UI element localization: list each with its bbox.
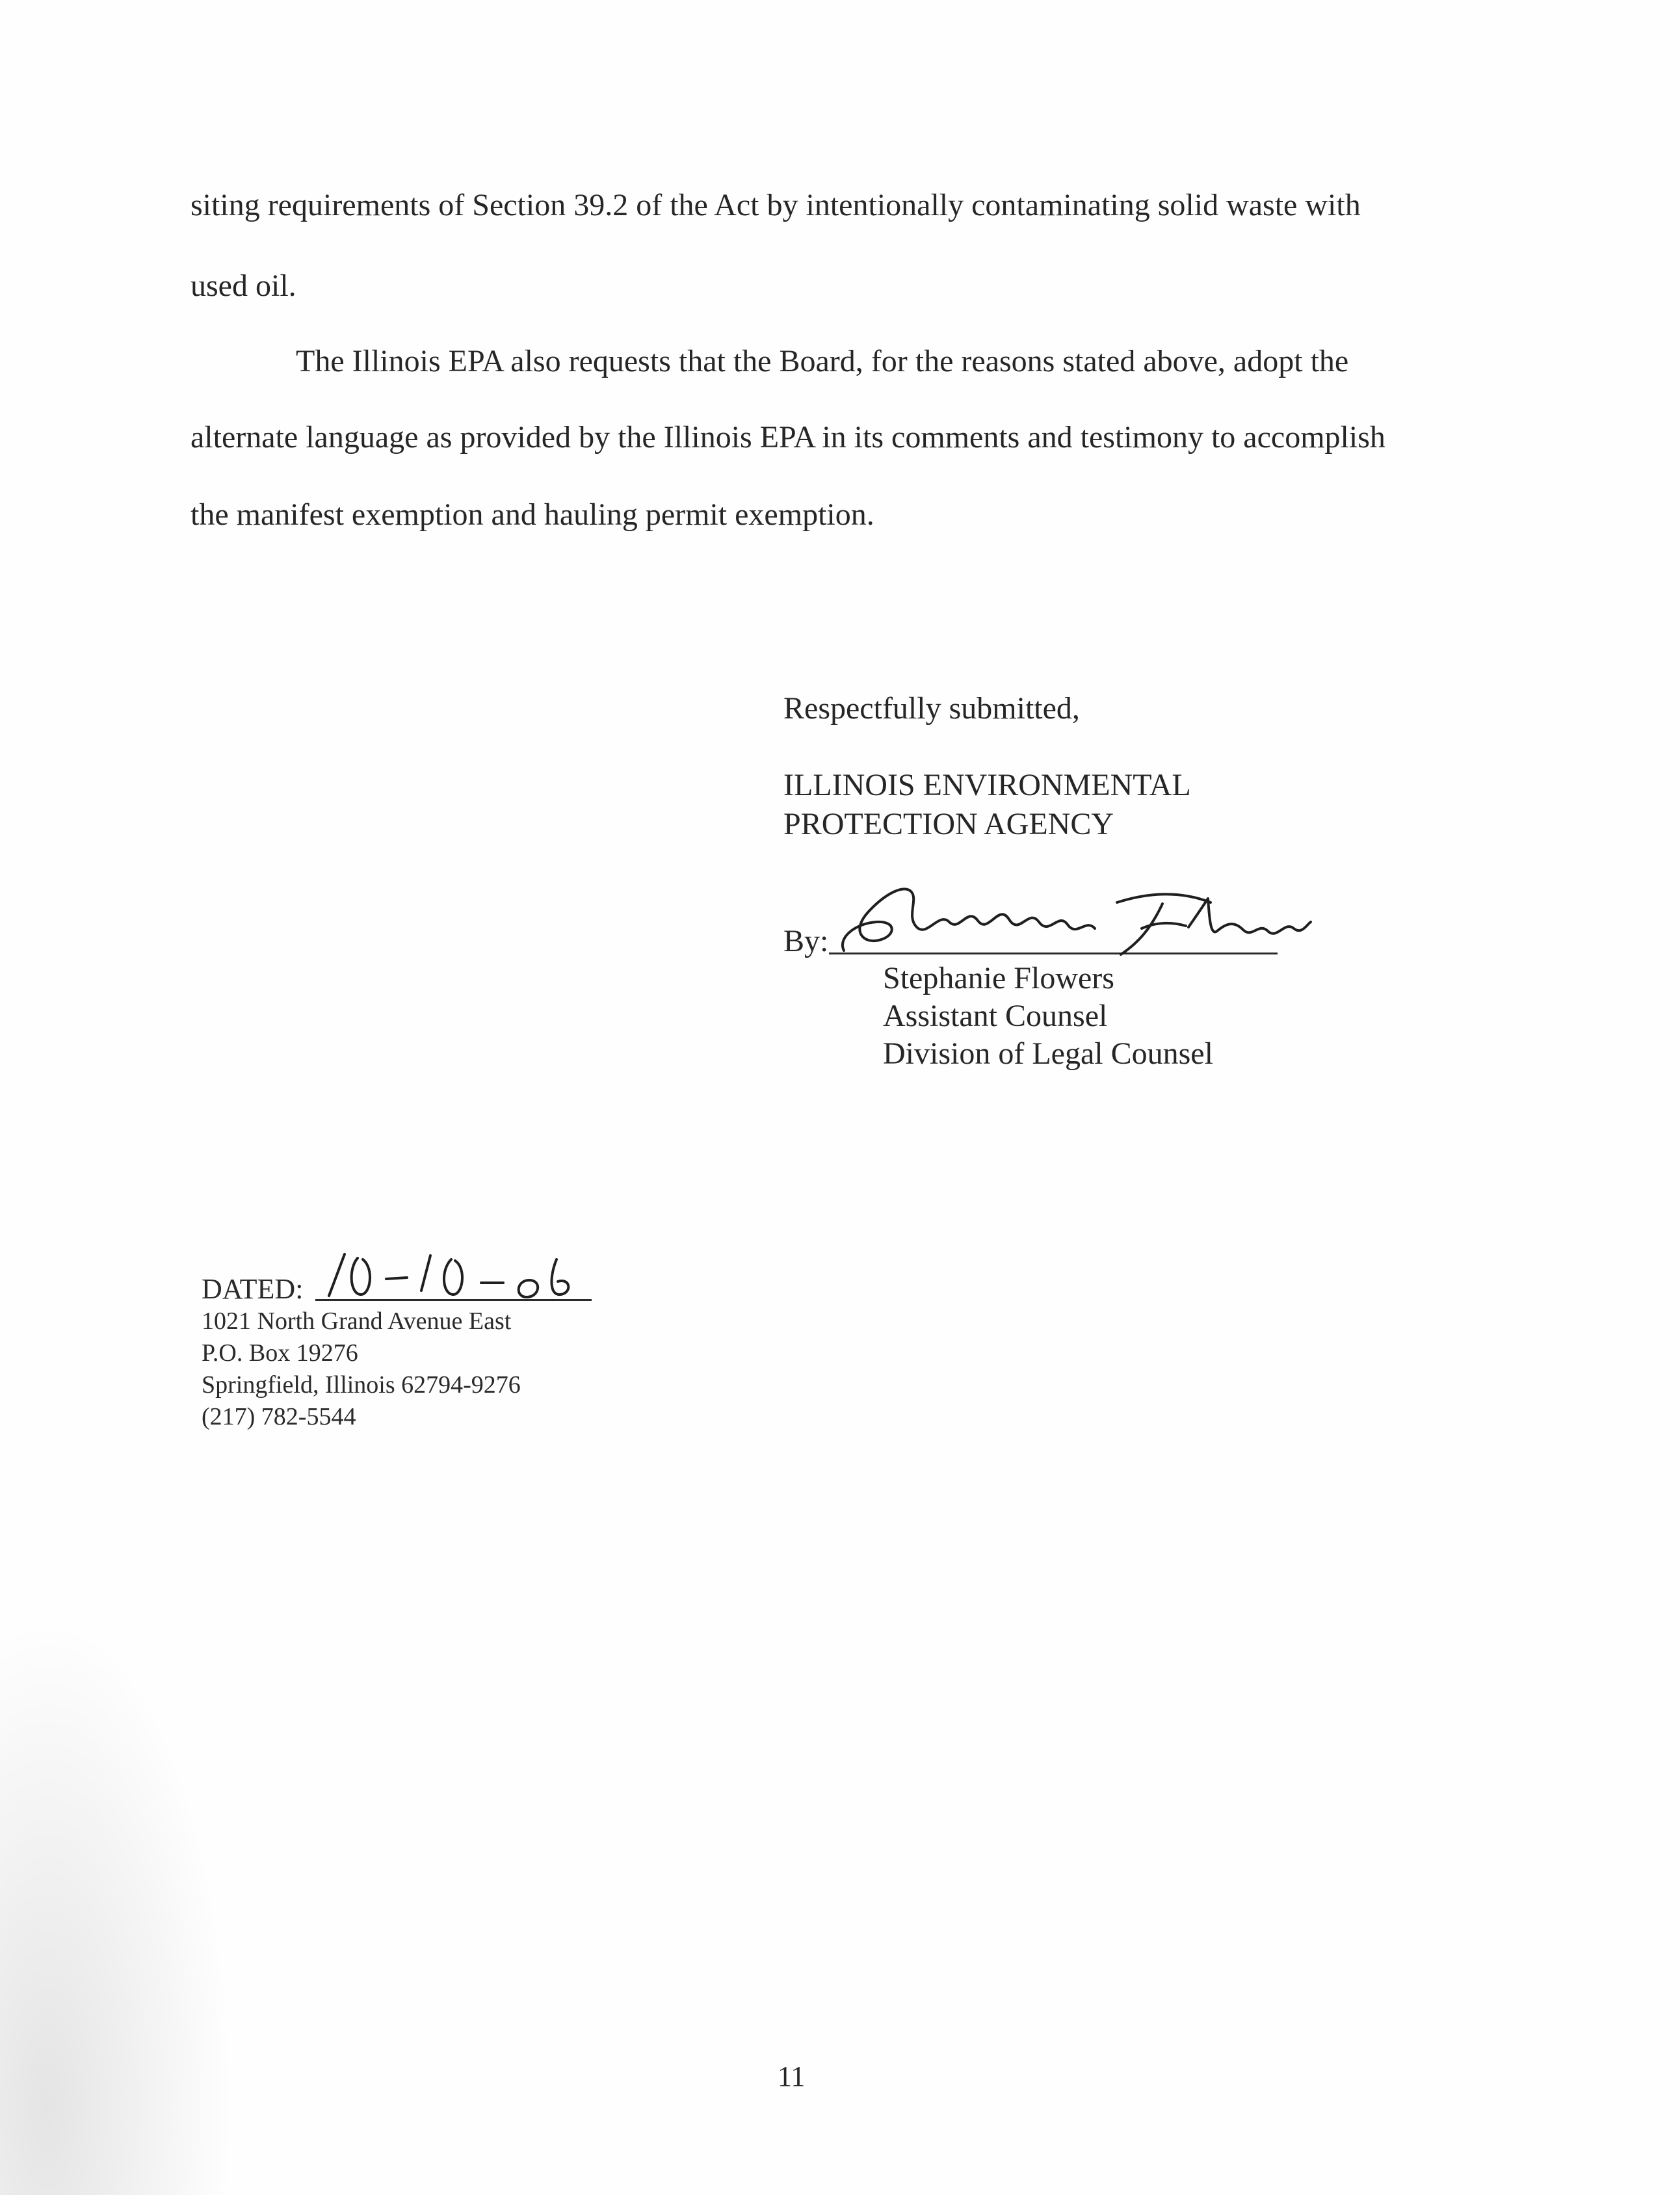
by-label: By: (783, 924, 829, 958)
address-line: 1021 North Grand Avenue East (202, 1308, 512, 1335)
agency-line-1: ILLINOIS ENVIRONMENTAL (783, 768, 1191, 802)
dated-label: DATED: (202, 1273, 304, 1305)
handwritten-signature (824, 865, 1319, 969)
paragraph-line: used oil. (190, 269, 296, 303)
signer-title: Assistant Counsel (883, 999, 1108, 1033)
page-number: 11 (778, 2060, 806, 2092)
address-line: Springfield, Illinois 62794-9276 (202, 1371, 521, 1399)
agency-line-2: PROTECTION AGENCY (783, 807, 1114, 841)
closing: Respectfully submitted, (783, 691, 1080, 726)
address-line: (217) 782-5544 (202, 1403, 356, 1430)
scan-shadow (0, 1612, 234, 2195)
paragraph-line: the manifest exemption and hauling permit exemption. (190, 497, 874, 532)
signer-name: Stephanie Flowers (883, 961, 1114, 995)
paragraph-line: siting requirements of Section 39.2 of the Act by intentionally contaminating solid waste with (190, 188, 1361, 222)
signer-division: Division of Legal Counsel (883, 1036, 1213, 1071)
handwritten-date (317, 1245, 590, 1304)
paragraph-line: The Illinois EPA also requests that the Board, for the reasons stated above, adopt the (296, 344, 1349, 378)
address-line: P.O. Box 19276 (202, 1339, 358, 1367)
paragraph-line: alternate language as provided by the Illinois EPA in its comments and testimony to accomplish (190, 420, 1385, 454)
